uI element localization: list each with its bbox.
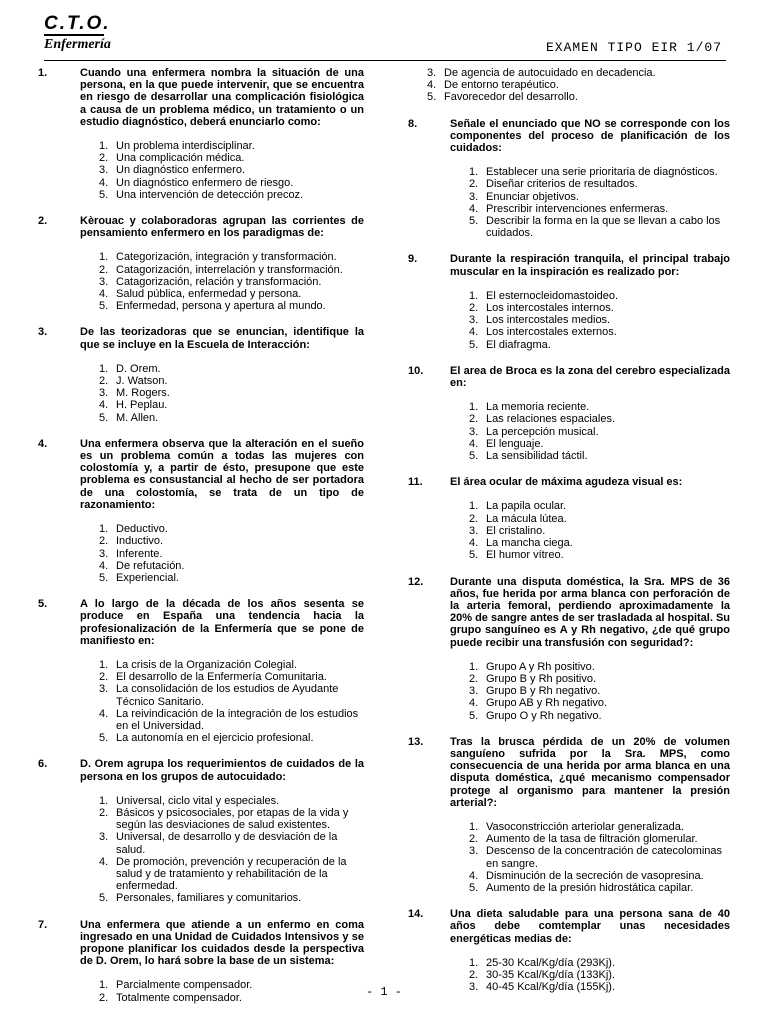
answer-option bbox=[80, 671, 364, 683]
option-text: Categorización, integración y transformación. bbox=[116, 251, 337, 264]
option-text: H. Peplau. bbox=[116, 399, 168, 412]
answer-option bbox=[450, 549, 730, 561]
answer-option bbox=[80, 560, 364, 572]
answer-option bbox=[80, 152, 364, 164]
option-number: 4. bbox=[99, 176, 109, 189]
option-number: 4. bbox=[469, 326, 479, 339]
option-number: 3. bbox=[99, 275, 109, 288]
answer-options bbox=[80, 659, 364, 744]
answer-option bbox=[450, 500, 730, 512]
question-number: 9. bbox=[408, 253, 418, 266]
option-text: 30-35 Kcal/Kg/día (133Kj). bbox=[486, 968, 616, 981]
option-number: 3. bbox=[99, 547, 109, 560]
answer-option bbox=[80, 177, 364, 189]
option-number: 5. bbox=[469, 549, 479, 562]
answer-option bbox=[450, 326, 730, 338]
option-number: 4. bbox=[99, 399, 109, 412]
answer-options bbox=[450, 290, 730, 351]
option-text: La memoria reciente. bbox=[486, 401, 590, 414]
option-text: Los intercostales externos. bbox=[486, 326, 617, 339]
answer-option bbox=[450, 166, 730, 178]
option-text: Los intercostales medios. bbox=[486, 314, 611, 327]
question-number: 12. bbox=[408, 575, 424, 588]
option-number: 1. bbox=[99, 794, 109, 807]
answer-option bbox=[80, 300, 364, 312]
answer-option bbox=[450, 339, 730, 351]
question-text: Tras la brusca pérdida de un 20% de volumen sanguíeno sufrida por la Sra. MPS, como consecuencia de una herida por arma blanca en una disputa doméstica, ¿qué mecanismo compensador protege al organismo para mantener la presión arterial?: bbox=[450, 735, 730, 809]
question-text: A lo largo de la década de los años sesenta se produce en España una tendencia hacia la profesionalización de la Enfermería que se pone de manifiesto en: bbox=[80, 598, 364, 647]
answer-option bbox=[450, 401, 730, 413]
option-text: La consolidación de los estudios de Ayudante Técnico Sanitario. bbox=[116, 683, 339, 708]
option-number: 1. bbox=[99, 251, 109, 264]
answer-option bbox=[80, 708, 364, 732]
answer-options bbox=[450, 401, 730, 462]
question-text: Una enfermera observa que la alteración en el sueño es un problema común a todas las mujeres con colostomía y, a partir de ésto, presupone que este problema es consustancial al hecho de ser portadora de una colostomía, se trata de un tipo de razonamiento: bbox=[80, 437, 364, 511]
answer-option bbox=[450, 438, 730, 450]
option-number: 2. bbox=[99, 375, 109, 388]
question-item bbox=[38, 67, 364, 201]
question-text: Señale el enunciado que NO se corresponde con los componentes del proceso de planificación de los cuidados: bbox=[450, 117, 730, 155]
option-number: 2. bbox=[469, 413, 479, 426]
exam-title: EXAMEN TIPO EIR 1/07 bbox=[545, 40, 722, 55]
right-questions bbox=[408, 118, 730, 994]
option-number: 2. bbox=[469, 833, 479, 846]
option-number: 3. bbox=[427, 67, 437, 79]
answer-option bbox=[450, 870, 730, 882]
answer-option bbox=[80, 683, 364, 707]
option-number: 5. bbox=[469, 215, 479, 228]
question-item bbox=[38, 438, 364, 584]
option-number: 2. bbox=[469, 302, 479, 315]
option-number: 3. bbox=[469, 524, 479, 537]
answer-option bbox=[450, 314, 730, 326]
page-number: - 1 - bbox=[365, 985, 402, 999]
option-number: 1. bbox=[469, 956, 479, 969]
option-number: 4. bbox=[469, 437, 479, 450]
answer-option bbox=[80, 831, 364, 855]
answer-option bbox=[450, 426, 730, 438]
answer-option bbox=[80, 412, 364, 424]
option-number: 1. bbox=[469, 820, 479, 833]
question-item bbox=[408, 576, 730, 722]
question-number: 6. bbox=[38, 758, 48, 771]
answer-option bbox=[450, 710, 730, 722]
option-number: 5. bbox=[469, 450, 479, 463]
answer-options bbox=[450, 821, 730, 894]
header-divider bbox=[44, 60, 726, 61]
answer-option bbox=[408, 79, 730, 91]
option-text: El diafragma. bbox=[486, 338, 551, 351]
answer-option bbox=[450, 833, 730, 845]
option-text: La autonomía en el ejercicio profesional. bbox=[116, 732, 314, 745]
option-text: Parcialmente compensador. bbox=[116, 979, 253, 992]
answer-options bbox=[450, 166, 730, 239]
answer-option bbox=[80, 164, 364, 176]
answer-options bbox=[450, 661, 730, 722]
option-text: Descenso de la concentración de catecolominas en sangre. bbox=[486, 845, 723, 870]
answer-option bbox=[450, 525, 730, 537]
option-number: 4. bbox=[469, 537, 479, 550]
option-number: 2. bbox=[99, 991, 109, 1004]
option-text: J. Watson. bbox=[116, 375, 168, 388]
option-number: 2. bbox=[99, 806, 109, 819]
answer-options bbox=[80, 795, 364, 905]
answer-options bbox=[80, 251, 364, 312]
option-text: El desarrollo de la Enfermería Comunitaria. bbox=[116, 671, 327, 684]
option-text: De promoción, prevención y recuperación de la salud y de tratamiento y rehabilitación de la enfermedad. bbox=[116, 855, 347, 893]
option-text: Prescribir intervenciones enfermeras. bbox=[486, 202, 669, 215]
answer-option bbox=[80, 264, 364, 276]
option-text: Diseñar criterios de resultados. bbox=[486, 178, 638, 191]
answer-option bbox=[408, 67, 730, 79]
option-text: D. Orem. bbox=[116, 362, 161, 375]
question-item bbox=[38, 215, 364, 312]
option-text: Grupo AB y Rh negativo. bbox=[486, 697, 608, 710]
option-number: 1. bbox=[99, 658, 109, 671]
answer-option bbox=[450, 957, 730, 969]
option-text: El cristalino. bbox=[486, 524, 546, 537]
option-text: Inferente. bbox=[116, 547, 163, 560]
answer-option bbox=[80, 288, 364, 300]
option-text: Grupo B y Rh positivo. bbox=[486, 672, 597, 685]
question-text: De las teorizadoras que se enuncian, identifique la que se incluye en la Escuela de Interacción: bbox=[80, 326, 364, 351]
option-text: Describir la forma en la que se llevan a cabo los cuidados. bbox=[486, 215, 721, 240]
option-text: El esternocleidomastoideo. bbox=[486, 289, 619, 302]
option-number: 3. bbox=[99, 387, 109, 400]
question-item bbox=[408, 736, 730, 894]
answer-option bbox=[450, 673, 730, 685]
answer-option bbox=[450, 302, 730, 314]
option-number: 1. bbox=[469, 166, 479, 179]
answer-option bbox=[80, 856, 364, 893]
answer-option bbox=[450, 697, 730, 709]
question-number: 1. bbox=[38, 67, 48, 79]
left-column bbox=[38, 67, 364, 1018]
option-number: 5. bbox=[99, 300, 109, 313]
question-7-continuation bbox=[408, 67, 730, 104]
option-text: Totalmente compensador. bbox=[116, 991, 242, 1004]
answer-option bbox=[80, 140, 364, 152]
answer-option bbox=[450, 450, 730, 462]
option-number: 3. bbox=[469, 981, 479, 994]
option-number: 5. bbox=[469, 338, 479, 351]
option-number: 3. bbox=[469, 190, 479, 203]
option-number: 1. bbox=[469, 500, 479, 513]
answer-option bbox=[80, 387, 364, 399]
logo-cto-text: C.T.O. bbox=[44, 13, 111, 34]
question-item bbox=[38, 598, 364, 744]
right-column bbox=[408, 67, 730, 1007]
answer-option bbox=[80, 535, 364, 547]
option-text: Aumento de la tasa de filtración glomerular. bbox=[486, 833, 698, 846]
question-text: Durante una disputa doméstica, la Sra. MPS de 36 años, fue herida por arma blanca con perforación de la arteria femoral, perdiendo aproximadamente la 20% de sangre antes de ser trasladada al hospital. Su grupo sanguíneo es A y Rh negativo, ¿de qué grupo puede recibir una transfusión con seguridad?: bbox=[450, 575, 731, 649]
logo-underline bbox=[44, 34, 104, 36]
option-number: 4. bbox=[469, 869, 479, 882]
option-text: Una complicación médica. bbox=[116, 152, 245, 165]
question-text: Una enfermera que atiende a un enfermo en coma ingresado en una Unidad de Cuidados Intensivos y se propone planificar los cuidados desde la perspectiva de D. Orem, lo hará sobre la base de un sistema: bbox=[80, 918, 364, 968]
question-text: El area de Broca es la zona del cerebro especializada en: bbox=[450, 364, 730, 390]
question-number: 7. bbox=[38, 918, 48, 931]
answer-option bbox=[450, 661, 730, 673]
answer-options bbox=[450, 500, 730, 561]
question-number: 3. bbox=[38, 326, 48, 339]
option-text: El lenguaje. bbox=[486, 437, 544, 450]
option-number: 5. bbox=[99, 411, 109, 424]
option-text: M. Rogers. bbox=[116, 387, 170, 400]
option-text: La papila ocular. bbox=[486, 500, 567, 513]
option-text: Experiencial. bbox=[116, 571, 179, 584]
option-number: 4. bbox=[469, 202, 479, 215]
question-text: Durante la respiración tranquila, el principal trabajo muscular en la inspiración es realizado por: bbox=[450, 253, 730, 278]
option-text: 40-45 Kcal/Kg/día (155Kj). bbox=[486, 981, 616, 994]
answer-options bbox=[80, 523, 364, 584]
question-number: 8. bbox=[408, 117, 418, 130]
option-number: 4. bbox=[99, 559, 109, 572]
answer-options bbox=[80, 140, 364, 201]
option-number: 3. bbox=[99, 683, 109, 696]
option-text: Aumento de la presión hidrostática capilar. bbox=[486, 881, 694, 894]
option-number: 3. bbox=[469, 425, 479, 438]
question-number: 11. bbox=[408, 476, 423, 489]
option-number: 1. bbox=[99, 523, 109, 536]
option-number: 1. bbox=[469, 289, 479, 302]
option-text: La crisis de la Organización Colegial. bbox=[116, 658, 297, 671]
option-text: Salud pública, enfermedad y persona. bbox=[116, 288, 302, 301]
question-number: 14. bbox=[408, 908, 424, 921]
option-text: Las relaciones espaciales. bbox=[486, 413, 616, 426]
question-item bbox=[38, 326, 364, 423]
question-number: 13. bbox=[408, 735, 424, 748]
option-number: 3. bbox=[99, 164, 109, 177]
answer-option bbox=[80, 732, 364, 744]
option-number: 2. bbox=[99, 671, 109, 684]
answer-option bbox=[450, 969, 730, 981]
answer-option bbox=[450, 191, 730, 203]
option-number: 2. bbox=[99, 263, 109, 276]
option-number: 1. bbox=[469, 660, 479, 673]
option-number: 5. bbox=[469, 709, 479, 722]
option-text: Catagorización, relación y transformación. bbox=[116, 275, 322, 288]
option-text: Los intercostales internos. bbox=[486, 302, 614, 315]
option-text: Deductivo. bbox=[116, 523, 168, 536]
option-text: Un diagnóstico enfermero. bbox=[116, 164, 246, 177]
question-text: Kèrouac y colaboradoras agrupan las corrientes de pensamiento enfermero en los paradigmas de: bbox=[80, 215, 364, 240]
option-text: Grupo B y Rh negativo. bbox=[486, 685, 601, 698]
option-number: 2. bbox=[469, 968, 479, 981]
answer-option bbox=[80, 276, 364, 288]
option-text: Básicos y psicosociales, por etapas de la vida y según las desviaciones de salud existentes. bbox=[116, 806, 349, 832]
option-number: 4. bbox=[99, 855, 109, 868]
option-text: Universal, de desarrollo y de desviación de la salud. bbox=[116, 831, 338, 856]
answer-option bbox=[450, 513, 730, 525]
answer-option bbox=[450, 821, 730, 833]
option-number: 2. bbox=[469, 512, 479, 525]
question-text: D. Orem agrupa los requerimientos de cuidados de la persona en los grupos de autocuidado: bbox=[80, 758, 364, 783]
option-text: Enunciar objetivos. bbox=[486, 190, 579, 203]
option-text: Un diagnóstico enfermero de riesgo. bbox=[116, 176, 294, 189]
option-text: Personales, familiares y comunitarios. bbox=[116, 892, 302, 905]
option-text: De entorno terapéutico. bbox=[444, 79, 559, 92]
option-number: 5. bbox=[99, 571, 109, 584]
option-number: 3. bbox=[469, 845, 479, 858]
option-text: La reivindicación de la integración de los estudios en el Universidad. bbox=[116, 707, 359, 732]
option-text: De refutación. bbox=[116, 559, 185, 572]
option-number: 3. bbox=[99, 831, 109, 844]
answer-option bbox=[80, 548, 364, 560]
cto-logo bbox=[44, 14, 111, 52]
option-text: La mancha ciega. bbox=[486, 537, 573, 550]
option-text: Universal, ciclo vital y especiales. bbox=[116, 794, 280, 807]
option-text: 25-30 Kcal/Kg/día (293Kj). bbox=[486, 956, 616, 969]
option-number: 3. bbox=[469, 685, 479, 698]
option-number: 1. bbox=[99, 140, 109, 153]
option-number: 5. bbox=[99, 188, 109, 201]
option-text: Vasoconstricción arteriolar generalizada. bbox=[486, 820, 684, 833]
option-number: 2. bbox=[469, 178, 479, 191]
option-text: Establecer una serie prioritaria de diagnósticos. bbox=[486, 166, 718, 179]
question-text: El área ocular de máxima agudeza visual es: bbox=[450, 476, 683, 489]
option-text: M. Allen. bbox=[116, 411, 159, 424]
answer-option bbox=[450, 845, 730, 869]
option-number: 5. bbox=[99, 892, 109, 905]
question-item bbox=[408, 365, 730, 462]
answer-option bbox=[80, 892, 364, 904]
option-number: 4. bbox=[99, 288, 109, 301]
logo-subtitle: Enfermería bbox=[44, 37, 111, 52]
answer-option bbox=[450, 178, 730, 190]
option-text: Un problema interdisciplinar. bbox=[116, 140, 255, 153]
answer-option bbox=[80, 363, 364, 375]
question-number: 4. bbox=[38, 437, 48, 450]
answer-option bbox=[450, 685, 730, 697]
option-text: El humor vítreo. bbox=[486, 549, 564, 562]
answer-option bbox=[408, 91, 730, 103]
answer-option bbox=[80, 375, 364, 387]
answer-option bbox=[80, 251, 364, 263]
question-item bbox=[408, 908, 730, 993]
option-number: 4. bbox=[469, 697, 479, 710]
option-text: La sensibilidad táctil. bbox=[486, 450, 588, 463]
option-number: 2. bbox=[469, 672, 479, 685]
option-number: 4. bbox=[427, 79, 437, 92]
question-number: 10. bbox=[408, 364, 424, 377]
option-number: 2. bbox=[99, 535, 109, 548]
option-text: De agencia de autocuidado en decadencia. bbox=[444, 67, 656, 79]
question-number: 2. bbox=[38, 215, 48, 228]
option-text: La percepción musical. bbox=[486, 425, 599, 438]
option-text: Favorecedor del desarrollo. bbox=[444, 91, 578, 104]
option-text: Catagorización, interrelación y transformación. bbox=[116, 263, 343, 276]
answer-option bbox=[450, 290, 730, 302]
answer-option bbox=[80, 399, 364, 411]
question-number: 5. bbox=[38, 598, 48, 611]
option-number: 5. bbox=[99, 732, 109, 745]
answer-option bbox=[80, 807, 364, 831]
option-text: Una intervención de detección precoz. bbox=[116, 188, 304, 201]
option-number: 1. bbox=[469, 401, 479, 414]
question-item bbox=[408, 476, 730, 561]
answer-option bbox=[450, 203, 730, 215]
answer-option bbox=[80, 189, 364, 201]
option-number: 3. bbox=[469, 314, 479, 327]
option-text: Enfermedad, persona y apertura al mundo. bbox=[116, 300, 326, 313]
option-number: 1. bbox=[99, 362, 109, 375]
option-text: Inductivo. bbox=[116, 535, 164, 548]
option-text: Disminución de la secreción de vasopresina. bbox=[486, 869, 704, 882]
option-number: 4. bbox=[99, 707, 109, 720]
answer-option bbox=[80, 659, 364, 671]
option-text: La mácula lútea. bbox=[486, 512, 567, 525]
question-text: Una dieta saludable para una persona sana de 40 años debe comtemplar unas necesidades energéticas medias de: bbox=[450, 908, 730, 945]
question-item bbox=[408, 253, 730, 350]
answer-option bbox=[80, 795, 364, 807]
question-item bbox=[408, 118, 730, 240]
question-item bbox=[38, 758, 364, 904]
question-text: Cuando una enfermera nombra la situación de una persona, en la que puede intervenir, que se encuentra en riesgo de desarrollar una complicación fisiológica a causa de un problema médico, un tratamiento o un estudio diagnóstico, deberá enunciarlo como: bbox=[80, 67, 364, 128]
answer-option bbox=[450, 413, 730, 425]
answer-option bbox=[80, 572, 364, 584]
answer-options bbox=[80, 363, 364, 424]
answer-option bbox=[450, 537, 730, 549]
option-number: 5. bbox=[427, 91, 437, 104]
option-number: 5. bbox=[469, 881, 479, 894]
page-header bbox=[0, 0, 768, 62]
answer-option bbox=[450, 215, 730, 239]
answer-option bbox=[80, 523, 364, 535]
option-number: 1. bbox=[99, 979, 109, 992]
option-text: Grupo A y Rh positivo. bbox=[486, 660, 595, 673]
answer-option bbox=[450, 882, 730, 894]
option-number: 2. bbox=[99, 152, 109, 165]
option-text: Grupo O y Rh negativo. bbox=[486, 709, 602, 722]
